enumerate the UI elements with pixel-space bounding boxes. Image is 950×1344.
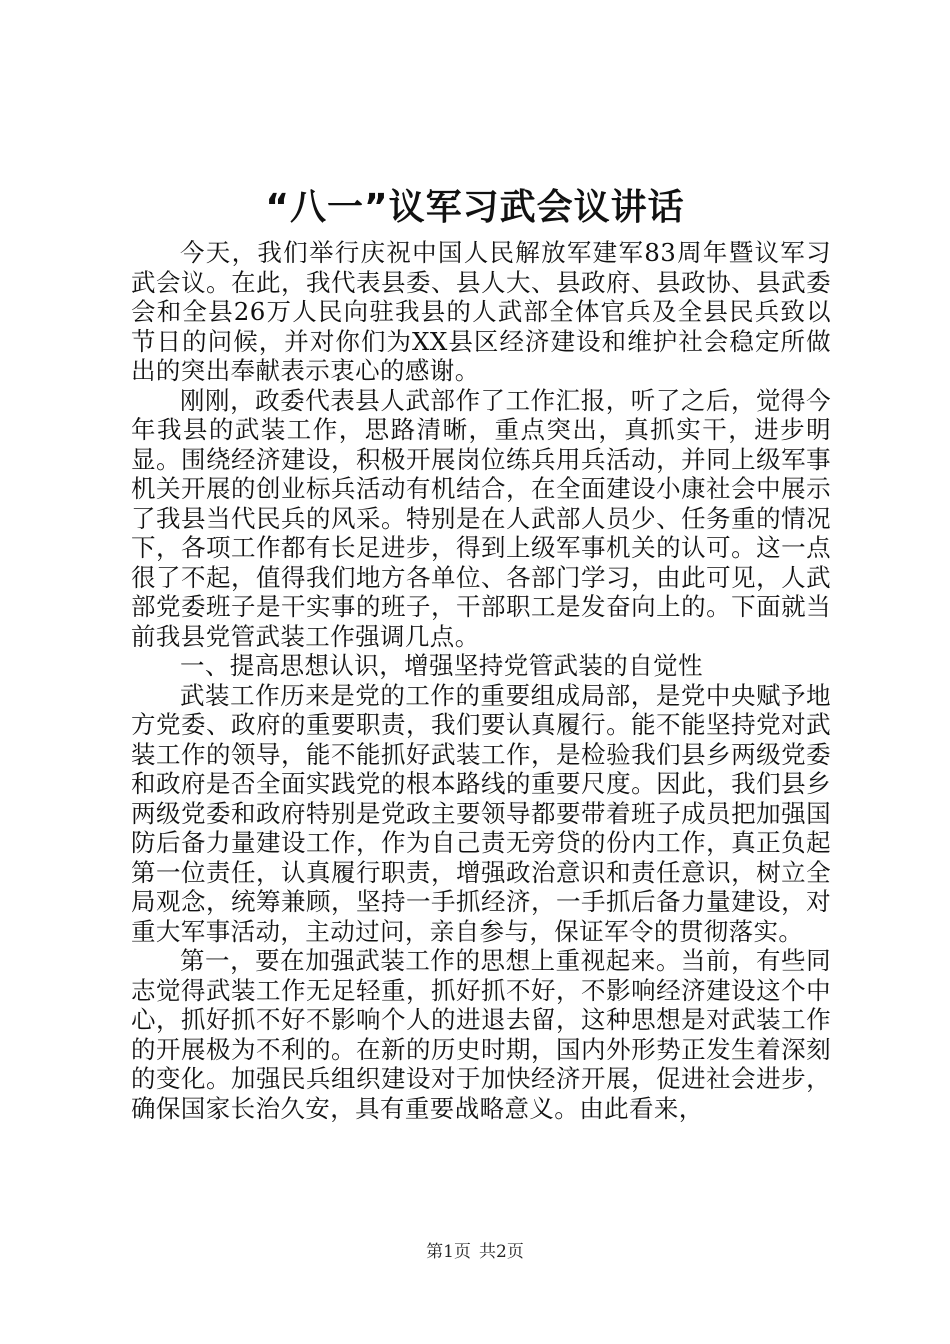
paragraph-party-responsibility: 武装工作历来是党的工作的重要组成局部，是党中央赋予地方党委、政府的重要职责，我们要认真履行。能不能坚持党对武装工作的领导，能不能抓好武装工作，是检验我们县乡两级党委和政府是否全面实践党的根本路线的重要尺度。因此，我们县乡两级党委和政府特别是党政主要领导都要带着班子成员把加强国防后备力量建设工作，作为自己责无旁贷的份内工作，真正负起第一位责任，认真履行职责，增强政治意识和责任意识，树立全局观念，统筹兼顾，坚持一手抓经济，一手抓后备力量建设，对重大军事活动，主动过问，亲自参与，保证军令的贯彻落实。 xyxy=(131,680,831,946)
page-footer xyxy=(0,1241,950,1263)
page-total: 共2页 xyxy=(479,1242,524,1262)
document-title: “八一”议军习武会议讲话 xyxy=(265,187,685,228)
document-body xyxy=(131,238,831,1123)
paragraph-first-point: 第一，要在加强武装工作的思想上重视起来。当前，有些同志觉得武装工作无足轻重，抓好抓不好，不影响经济建设这个中心，抓好抓不好不影响个人的进退去留，这种思想是对武装工作的开展极为不利的。在新的历史时期，国内外形势正发生着深刻的变化。加强民兵组织建设对于加快经济开展，促进社会进步，确保国家长治久安，具有重要战略意义。由此看来， xyxy=(131,946,831,1123)
paragraph-report-review: 刚刚，政委代表县人武部作了工作汇报，听了之后，觉得今年我县的武装工作，思路清晰，重点突出，真抓实干，进步明显。围绕经济建设，积极开展岗位练兵用兵活动，并同上级军事机关开展的创业标兵活动有机结合，在全面建设小康社会中展示了我县当代民兵的风采。特别是在人武部人员少、任务重的情况下，各项工作都有长足进步，得到上级军事机关的认可。这一点很了不起，值得我们地方各单位、各部门学习，由此可见，人武部党委班子是干实事的班子，干部职工是发奋向上的。下面就当前我县党管武装工作强调几点。 xyxy=(131,385,831,651)
section-heading-1: 一、提高思想认识，增强坚持党管武装的自觉性 xyxy=(180,651,703,680)
page-number: 第1页 xyxy=(426,1242,471,1262)
paragraph-intro: 今天，我们举行庆祝中国人民解放军建军83周年暨议军习武会议。在此，我代表县委、县人大、县政府、县政协、县武委会和全县26万人民向驻我县的人武部全体官兵及全县民兵致以节日的问候，并对你们为XX县区经济建设和维护社会稳定所做出的突出奉献表示衷心的感谢。 xyxy=(131,238,831,385)
